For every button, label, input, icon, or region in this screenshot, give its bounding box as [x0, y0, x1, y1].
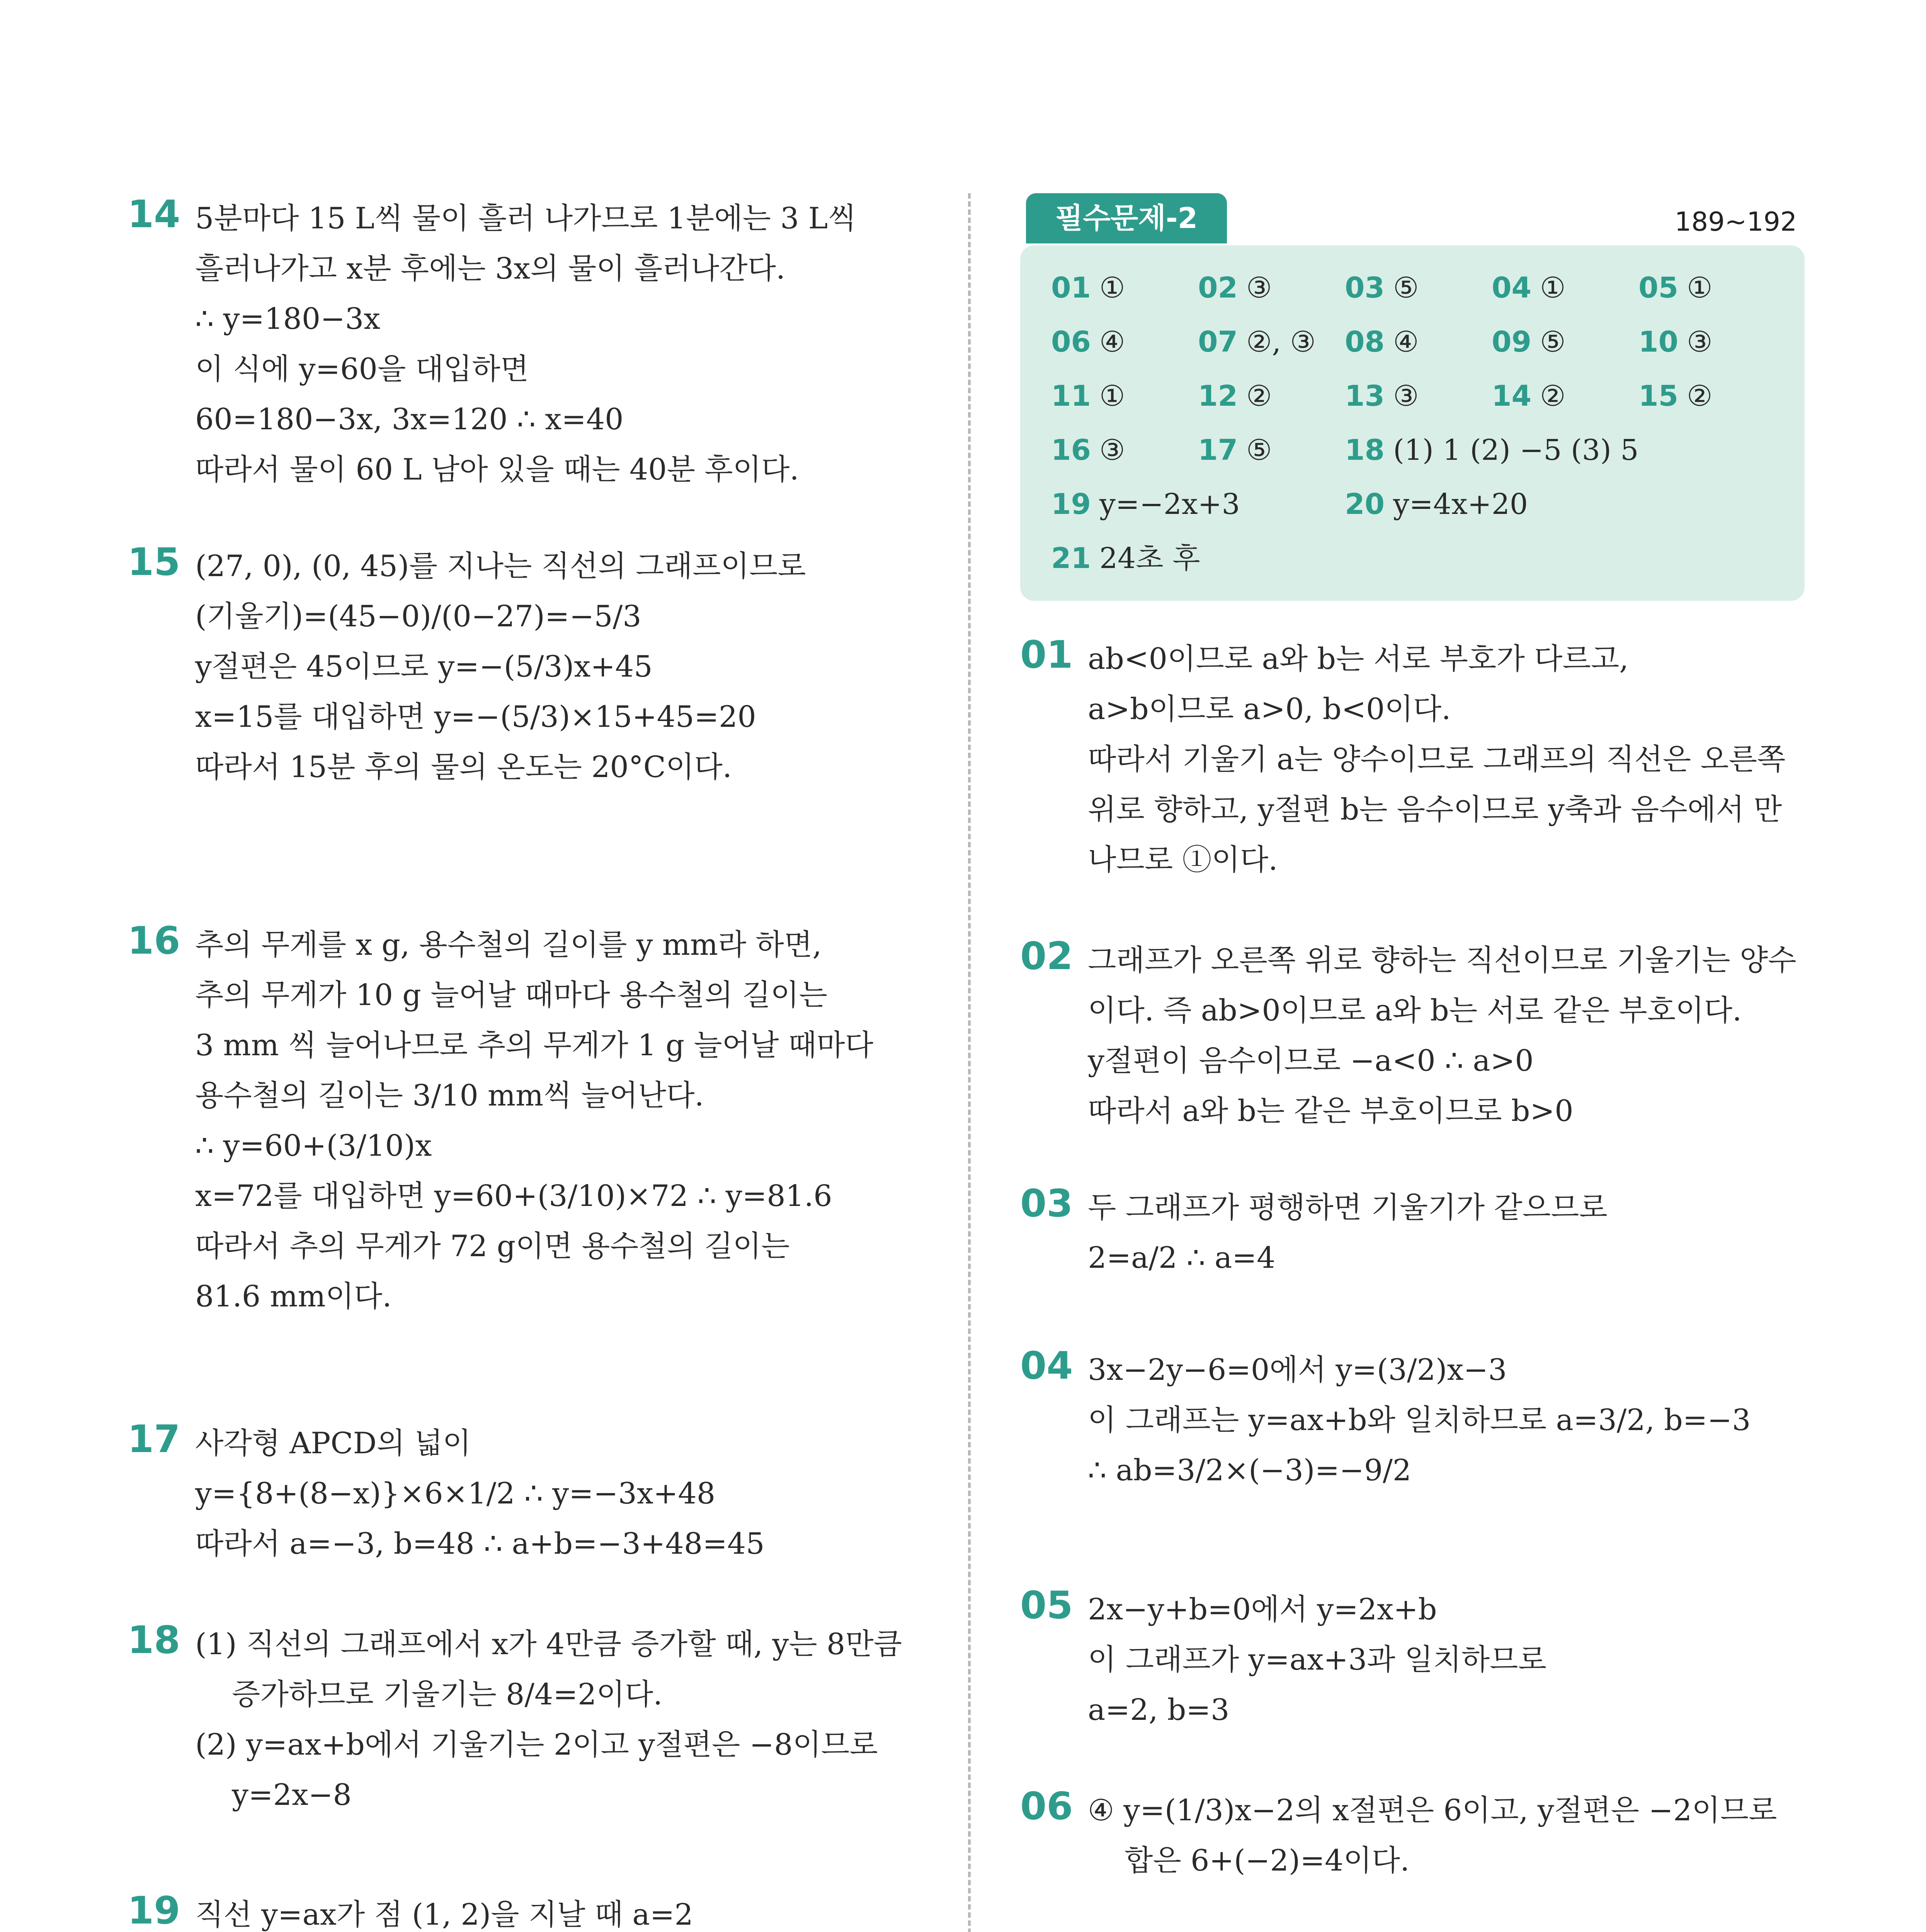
answer-key-cell	[1051, 423, 1125, 477]
solution-line: 3 mm 씩 늘어나므로 추의 무게가 1 g 늘어날 때마다	[195, 1028, 873, 1062]
answer-number: 19	[1051, 488, 1091, 521]
problem-number: 19	[128, 1889, 180, 1932]
answer-key-cell	[1492, 369, 1565, 423]
answer-value: ③	[1246, 271, 1272, 304]
problem-solution	[1088, 634, 1816, 885]
solution-line: 나므로 ①이다.	[1088, 842, 1278, 877]
answer-number: 08	[1345, 325, 1385, 359]
solution-line: 60=180−3x, 3x=120 ∴ x=40	[195, 402, 624, 436]
solution-line: 위로 향하고, y절편 b는 음수이므로 y축과 음수에서 만	[1088, 792, 1782, 827]
answer-value: ③	[1393, 379, 1419, 413]
answer-value: ④	[1393, 325, 1419, 359]
answer-key-cell	[1198, 423, 1272, 477]
solution-line: x=15를 대입하면 y=−(5/3)×15+45=20	[195, 699, 756, 734]
solution-line: ∴ y=60+(3/10)x	[195, 1128, 432, 1163]
answer-value: (1) 1 (2) −5 (3) 5	[1393, 434, 1639, 467]
answer-number: 09	[1492, 325, 1531, 359]
answer-number: 11	[1051, 379, 1091, 413]
solution-line: x=72를 대입하면 y=60+(3/10)×72 ∴ y=81.6	[195, 1179, 832, 1213]
answer-key-cell	[1198, 315, 1316, 369]
answer-key-cell	[1051, 369, 1125, 423]
answer-value: ①	[1540, 271, 1566, 304]
answer-number: 20	[1345, 488, 1385, 521]
solution-line: y=2x−8	[232, 1777, 352, 1812]
answer-key-cell	[1345, 315, 1419, 369]
solution-line: 5분마다 15 L씩 물이 흘러 나가므로 1분에는 3 L씩	[195, 201, 856, 235]
answer-value: ②	[1540, 379, 1566, 413]
answer-number: 14	[1492, 379, 1531, 413]
problem-number: 05	[1020, 1583, 1073, 1628]
answer-number: 06	[1051, 325, 1091, 359]
answer-number: 21	[1051, 542, 1091, 575]
problem-number: 02	[1020, 934, 1073, 978]
problem-solution	[195, 541, 916, 792]
problem-number: 16	[128, 919, 180, 963]
answer-number: 03	[1345, 271, 1385, 304]
answer-key-cell	[1638, 369, 1712, 423]
answer-value: 24초 후	[1099, 542, 1200, 575]
answer-number: 17	[1198, 434, 1238, 467]
answer-value: y=4x+20	[1393, 488, 1528, 521]
problem-solution	[1088, 1584, 1816, 1735]
problem-solution	[1088, 1182, 1816, 1283]
solution-line: (1) 직선의 그래프에서 x가 4만큼 증가할 때, y는 8만큼	[195, 1627, 902, 1661]
answer-number: 05	[1638, 271, 1678, 304]
answer-key-cell	[1051, 531, 1200, 585]
solution-line: y={8+(8−x)}×6×1/2 ∴ y=−3x+48	[195, 1476, 716, 1510]
answer-value: ②, ③	[1246, 325, 1316, 359]
solution-line: 사각형 APCD의 넓이	[195, 1426, 471, 1460]
problem-solution	[195, 920, 916, 1321]
solution-line: 이다. 즉 ab>0이므로 a와 b는 서로 같은 부호이다.	[1088, 993, 1742, 1027]
solution-line: 두 그래프가 평행하면 기울기가 같으므로	[1088, 1190, 1608, 1225]
answer-key-cell	[1345, 369, 1419, 423]
answer-key-cell	[1492, 261, 1565, 315]
problem-solution	[195, 1418, 916, 1569]
answer-number: 18	[1345, 434, 1385, 467]
answer-key-title: 필수문제-2	[1026, 193, 1227, 243]
problem-number: 18	[128, 1618, 180, 1662]
answer-value: ③	[1686, 325, 1713, 359]
answer-value: ①	[1686, 271, 1713, 304]
answer-key-cell	[1345, 261, 1419, 315]
solution-line: 증가하므로 기울기는 8/4=2이다.	[232, 1677, 663, 1711]
answer-value: ②	[1246, 379, 1272, 413]
solution-line: 따라서 추의 무게가 72 g이면 용수철의 길이는	[195, 1229, 790, 1263]
problem-solution	[1088, 1785, 1816, 1886]
answer-key-cell	[1345, 423, 1638, 477]
answer-number: 07	[1198, 325, 1238, 359]
solution-line: y절편이 음수이므로 −a<0 ∴ a>0	[1088, 1043, 1534, 1078]
problem-number: 14	[128, 192, 180, 236]
solution-line: 2x−y+b=0에서 y=2x+b	[1088, 1592, 1437, 1626]
solution-line: 3x−2y−6=0에서 y=(3/2)x−3	[1088, 1352, 1507, 1387]
problem-solution	[1088, 935, 1816, 1136]
problem-solution	[1088, 1345, 1816, 1495]
problem-number: 04	[1020, 1344, 1073, 1388]
solution-line: 추의 무게가 10 g 늘어날 때마다 용수철의 길이는	[195, 978, 827, 1012]
answer-value: ①	[1099, 379, 1125, 413]
problem-solution	[195, 1889, 916, 1932]
solution-line: y절편은 45이므로 y=−(5/3)x+45	[195, 649, 653, 684]
answer-value: ②	[1686, 379, 1713, 413]
answer-number: 16	[1051, 434, 1091, 467]
solution-line: 따라서 15분 후의 물의 온도는 20°C이다.	[195, 750, 732, 784]
answer-number: 01	[1051, 271, 1091, 304]
solution-line: 따라서 a=−3, b=48 ∴ a+b=−3+48=45	[195, 1526, 765, 1561]
answer-number: 13	[1345, 379, 1385, 413]
answer-key-cell	[1638, 315, 1712, 369]
problem-number: 01	[1020, 633, 1073, 677]
solution-line: 이 그래프는 y=ax+b와 일치하므로 a=3/2, b=−3	[1088, 1403, 1751, 1437]
problem-solution	[195, 193, 916, 495]
column-divider	[968, 193, 971, 1932]
solution-line: 합은 6+(−2)=4이다.	[1125, 1843, 1410, 1878]
problem-number: 17	[128, 1417, 180, 1461]
solution-line: ab<0이므로 a와 b는 서로 부호가 다르고,	[1088, 641, 1629, 676]
answer-key-cell	[1051, 315, 1125, 369]
solution-line: 따라서 a와 b는 같은 부호이므로 b>0	[1088, 1094, 1574, 1128]
answer-key-cell	[1198, 369, 1272, 423]
answer-number: 15	[1638, 379, 1678, 413]
answer-value: ④	[1099, 325, 1125, 359]
solution-line: a=2, b=3	[1088, 1692, 1230, 1727]
problem-solution	[195, 1619, 916, 1820]
solution-line: 직선 y=ax가 점 (1, 2)을 지날 때 a=2	[195, 1897, 693, 1932]
answer-value: ⑤	[1246, 434, 1272, 467]
solution-line: 2=a/2 ∴ a=4	[1088, 1240, 1276, 1275]
solution-line: (27, 0), (0, 45)를 지나는 직선의 그래프이므로	[195, 549, 806, 583]
answer-key-pages: 189~192	[1674, 207, 1797, 237]
answer-key-cell	[1492, 315, 1565, 369]
solution-line: 그래프가 오른쪽 위로 향하는 직선이므로 기울기는 양수	[1088, 943, 1797, 977]
solution-line: 추의 무게를 x g, 용수철의 길이를 y mm라 하면,	[195, 927, 822, 962]
solution-line: 흘러나가고 x분 후에는 3x의 물이 흘러나간다.	[195, 251, 786, 286]
solution-line: 이 식에 y=60을 대입하면	[195, 352, 529, 386]
answer-key-cell	[1345, 477, 1528, 531]
answer-number: 12	[1198, 379, 1238, 413]
answer-number: 10	[1638, 325, 1678, 359]
answer-key-box	[1020, 245, 1805, 601]
solution-line: 따라서 물이 60 L 남아 있을 때는 40분 후이다.	[195, 452, 799, 486]
solution-line: ④ y=(1/3)x−2의 x절편은 6이고, y절편은 −2이므로	[1088, 1793, 1777, 1827]
solution-line: ∴ y=180−3x	[195, 301, 381, 336]
solution-line: 용수철의 길이는 3/10 mm씩 늘어난다.	[195, 1078, 704, 1112]
answer-value: ③	[1099, 434, 1125, 467]
solution-line: (기울기)=(45−0)/(0−27)=−5/3	[195, 599, 641, 633]
answer-number: 04	[1492, 271, 1531, 304]
problem-number: 06	[1020, 1784, 1073, 1828]
solution-line: 이 그래프가 y=ax+3과 일치하므로	[1088, 1642, 1547, 1677]
answer-value: y=−2x+3	[1099, 488, 1240, 521]
answer-key-cell	[1638, 261, 1712, 315]
answer-value: ⑤	[1393, 271, 1419, 304]
answer-number: 02	[1198, 271, 1238, 304]
solution-line: 따라서 기울기 a는 양수이므로 그래프의 직선은 오른쪽	[1088, 742, 1786, 776]
problem-number: 15	[128, 540, 180, 584]
solution-line: ∴ ab=3/2×(−3)=−9/2	[1088, 1453, 1412, 1487]
problem-number: 03	[1020, 1182, 1073, 1226]
answer-value: ⑤	[1540, 325, 1566, 359]
answer-key-cell	[1051, 261, 1125, 315]
solution-line: (2) y=ax+b에서 기울기는 2이고 y절편은 −8이므로	[195, 1727, 878, 1762]
answer-value: ①	[1099, 271, 1125, 304]
solution-line: 81.6 mm이다.	[195, 1279, 392, 1313]
answer-key-cell	[1051, 477, 1240, 531]
answer-key-cell	[1198, 261, 1272, 315]
solution-line: a>b이므로 a>0, b<0이다.	[1088, 692, 1451, 726]
